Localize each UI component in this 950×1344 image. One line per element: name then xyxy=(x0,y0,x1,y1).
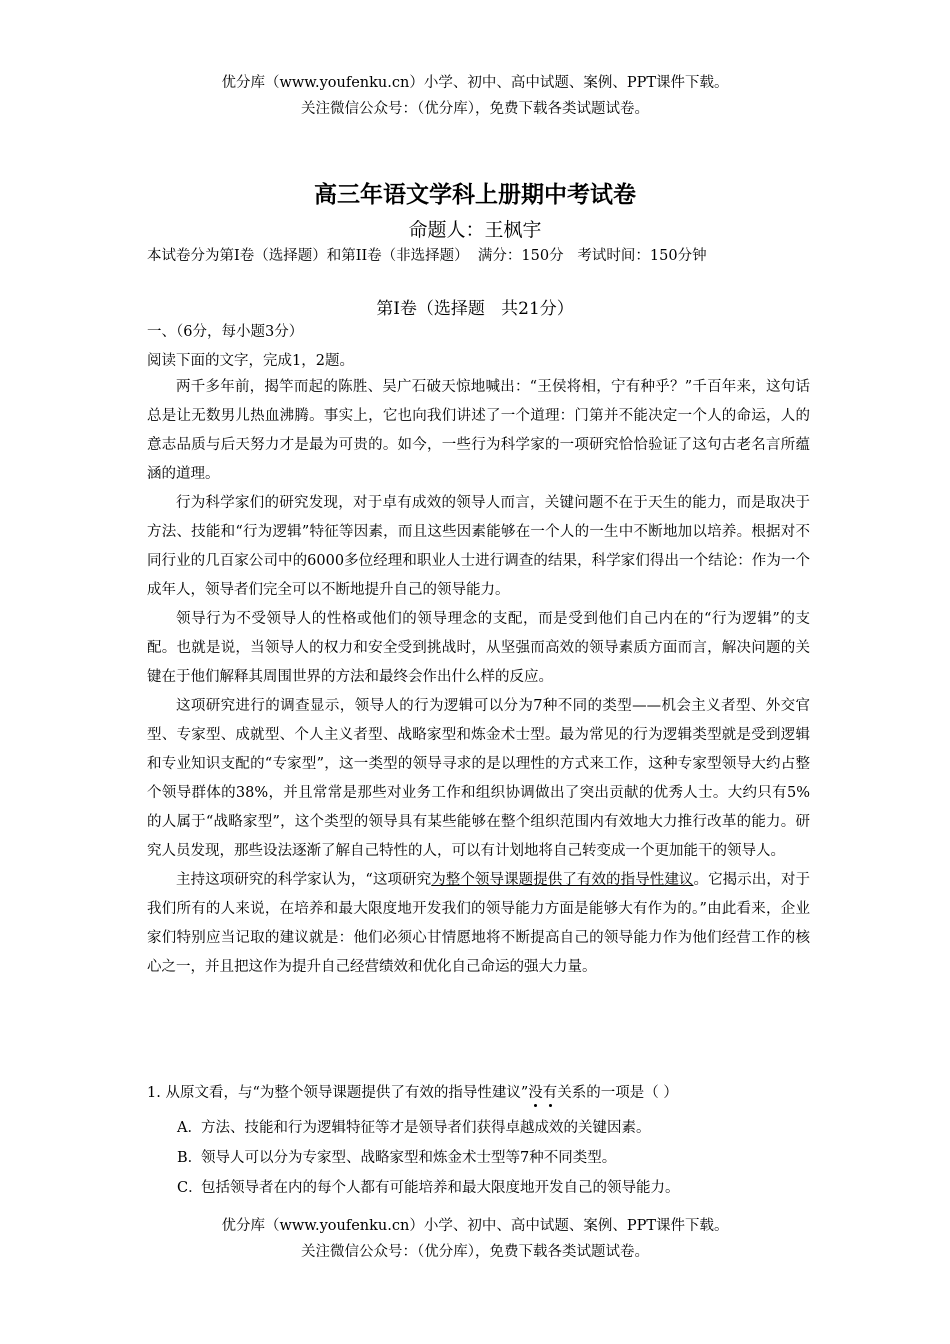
emphasis-dot-char-1: 没 xyxy=(528,1085,543,1101)
reading-instruction: 阅读下面的文字，完成1，2题。 xyxy=(147,353,354,369)
passage-paragraph-4: 这项研究进行的调查显示，领导人的行为逻辑可以分为7种不同的类型——机会主义者型、外交官型、专家型、成就型、个人主义者型、战略家型和炼金术士型。最为常见的行为逻辑类型就是受到逻辑和专业知识支配的“专家型”，这一类型的领导寻求的是以理性的方式来工作，这种专家型领导大约占整个领导群体的38%，并且常常是那些对业务工作和组织协调做出了突出贡献的优秀人士。大约只有5%的人属于“战略家型”，这个类型的领导具有某些能够在整个组织范围内有效地大力推行改革的能力。研究人员发现，那些设法逐渐了解自己特性的人，可以有计划地将自己转变成一个更加能干的领导人。 xyxy=(147,698,810,859)
question-stem-end: 关系的一项是（ ） xyxy=(557,1085,678,1101)
exam-author: 命题人：王枫宇 xyxy=(408,219,542,241)
footer-ad-line1: 优分库（www.youfenku.cn）小学、初中、高中试题、案例、PPT课件下载。 xyxy=(221,1218,729,1234)
reading-passage xyxy=(147,373,810,982)
footer-ad-line2: 关注微信公众号：（优分库），免费下载各类试题试卷。 xyxy=(301,1244,649,1260)
volume-title: 第I卷（选择题 共21分） xyxy=(376,299,574,319)
question-1-options xyxy=(177,1113,817,1203)
header-ad xyxy=(0,70,950,122)
option-b xyxy=(177,1143,817,1173)
option-text: 包括领导者在内的每个人都有可能培养和最大限度地开发自己的领导能力。 xyxy=(201,1180,680,1196)
question-1-stem xyxy=(147,1081,810,1102)
footer-ad xyxy=(0,1213,950,1265)
paragraph-5-end: 。它揭示出，对于我们所有的人来说，在培养和最大限度地开发我们的领导能力方面是能够大有作为的。”由此看来，企业家们特别应当记取的建议就是：他们必须心甘情愿地将不断提高自己的领导能力作为他们经营工作的核心之一，并且把这作为提升自己经营绩效和优化自己命运的强大力量。 xyxy=(147,872,811,975)
header-ad-line2: 关注微信公众号：（优分库），免费下载各类试题试卷。 xyxy=(301,101,649,117)
section-heading: 一、（6分，每小题3分） xyxy=(147,324,304,340)
emphasis-dot-char-2: 有 xyxy=(542,1085,558,1101)
header-ad-line1: 优分库（www.youfenku.cn）小学、初中、高中试题、案例、PPT课件下载。 xyxy=(221,75,729,91)
paragraph-5-start: 主持这项研究的科学家认为，“这项研究 xyxy=(176,872,432,888)
option-letter: B． xyxy=(177,1150,203,1166)
passage-paragraph-1: 两千多年前，揭竿而起的陈胜、吴广石破天惊地喊出：“王侯将相，宁有种乎？”千百年来，这句话总是让无数男儿热血沸腾。事实上，它也向我们讲述了一个道理：门第并不能决定一个人的命运，人的意志品质与后天努力才是最为可贵的。如今，一些行为科学家的一项研究恰恰验证了这句古老名言所蕴涵的道理。 xyxy=(147,379,810,482)
passage-paragraph-3: 领导行为不受领导人的性格或他们的领导理念的支配，而是受到他们自己内在的“行为逻辑”的支配。也就是说，当领导人的权力和安全受到挑战时，从坚强而高效的领导素质方面而言，解决问题的关键在于他们解释其周围世界的方法和最终会作出什么样的反应。 xyxy=(147,611,810,685)
option-letter: A． xyxy=(177,1120,202,1136)
exam-title: 高三年语文学科上册期中考试卷 xyxy=(314,182,636,208)
passage-paragraph-2: 行为科学家们的研究发现，对于卓有成效的领导人而言，关键问题不在于天生的能力，而是取决于方法、技能和“行为逻辑”特征等因素，而且这些因素能够在一个人的一生中不断地加以培养。根据对不同行业的几百家公司中的6000多位经理和职业人士进行调查的结果，科学家们得出一个结论：作为一个成年人，领导者们完全可以不断地提升自己的领导能力。 xyxy=(147,495,810,598)
option-text: 领导人可以分为专家型、战略家型和炼金术士型等7种不同类型。 xyxy=(201,1150,617,1166)
passage-paragraph-5 xyxy=(147,866,810,982)
option-letter: C． xyxy=(177,1180,203,1196)
question-stem-start: 1. 从原文看，与“为整个领导课题提供了有效的指导性建议” xyxy=(147,1085,529,1101)
option-a xyxy=(177,1113,817,1143)
option-text: 方法、技能和行为逻辑特征等才是领导者们获得卓越成效的关键因素。 xyxy=(201,1120,651,1136)
exam-info: 本试卷分为第I卷（选择题）和第II卷（非选择题） 满分：150分 考试时间：150分钟 xyxy=(147,248,707,264)
option-c xyxy=(177,1173,817,1203)
underlined-phrase: 为整个领导课题提供了有效的指导性建议 xyxy=(431,872,694,888)
